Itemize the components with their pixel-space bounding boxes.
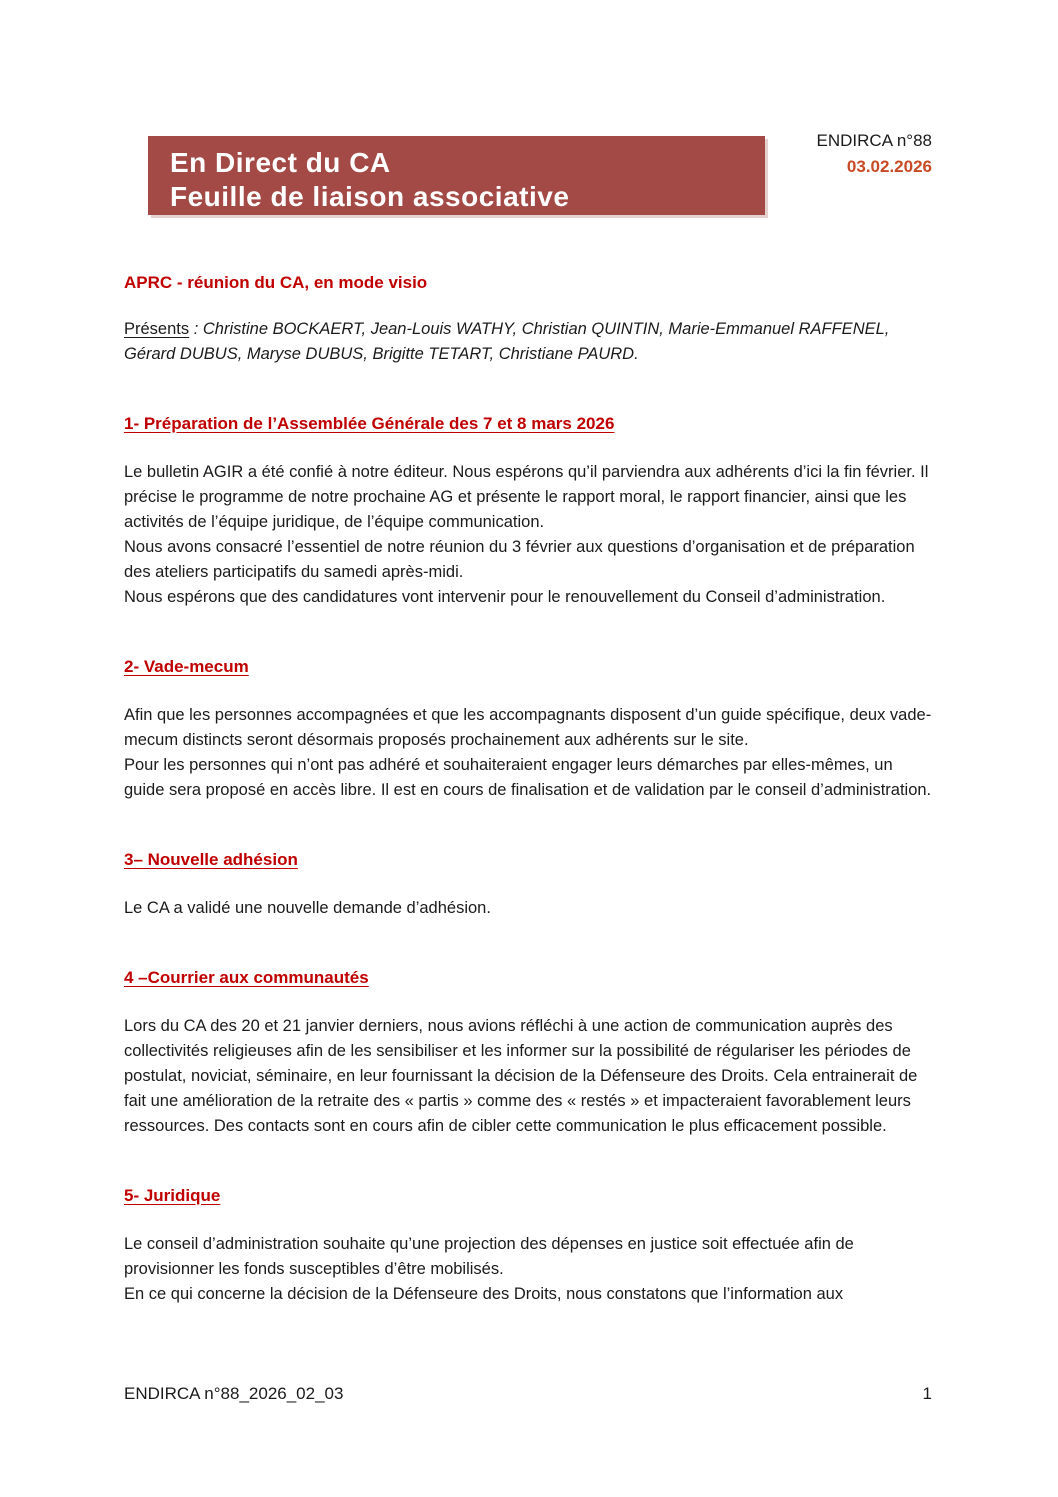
title-banner [148, 136, 765, 215]
banner-title-line1: En Direct du CA [170, 147, 391, 178]
section-1 [124, 414, 932, 610]
section-paragraph: Nous espérons que des candidatures vont intervenir pour le renouvellement du Conseil d’administration. [124, 588, 886, 606]
section-3-heading: 3– Nouvelle adhésion [124, 850, 298, 869]
document-header [124, 128, 932, 215]
header-issue-block [817, 128, 932, 180]
section-5-body [124, 1232, 932, 1307]
attendees-separator: : [189, 320, 203, 338]
banner-title-line2: Feuille de liaison associative [170, 181, 570, 212]
footer-reference: ENDIRCA n°88_2026_02_03 [124, 1384, 344, 1403]
section-2-body [124, 703, 932, 803]
section-1-body [124, 460, 932, 610]
issue-date: 03.02.2026 [846, 157, 932, 176]
attendees-names: Christine BOCKAERT, Jean-Louis WATHY, Christian QUINTIN, Marie-Emmanuel RAFFENEL, Gérard DUBUS, Maryse DUBUS, Brigitte TETART, Christiane PAURD. [124, 320, 890, 363]
section-paragraph: Nous avons consacré l’essentiel de notre réunion du 3 février aux questions d’organisation et de préparation des ateliers participatifs du samedi après-midi. [124, 538, 915, 581]
attendees-line [124, 317, 932, 367]
section-paragraph: Le conseil d’administration souhaite qu’une projection des dépenses en justice soit effectuée afin de provisionner les fonds susceptibles d’être mobilisés. [124, 1235, 854, 1278]
document-title: APRC - réunion du CA, en mode visio [124, 273, 428, 292]
section-2 [124, 657, 932, 803]
section-1-heading: 1- Préparation de l’Assemblée Générale des 7 et 8 mars 2026 [124, 414, 615, 433]
section-paragraph: Pour les personnes qui n’ont pas adhéré et souhaiteraient engager leurs démarches par elles-mêmes, un guide sera proposé en accès libre. Il est en cours de finalisation et de validation par le conseil d’administration. [124, 756, 932, 799]
section-paragraph: Lors du CA des 20 et 21 janvier derniers, nous avions réfléchi à une action de communication auprès des collectivités religieuses afin de les sensibiliser et les informer sur la possibilité de régulariser les périodes de postulat, noviciat, séminaire, en leur fournissant la décision de la Défenseure des Droits. Cela entrainerait de fait une amélioration de la retraite des « partis » comme des « restés » et impacteraient favorablement leurs ressources. Des contacts sont en cours afin de cibler cette communication le plus efficacement possible. [124, 1017, 918, 1135]
page-footer [124, 1384, 932, 1404]
section-5 [124, 1186, 932, 1307]
issue-number: ENDIRCA n°88 [816, 131, 932, 150]
section-paragraph: En ce qui concerne la décision de la Défenseure des Droits, nous constatons que l’information aux [124, 1285, 844, 1303]
section-2-heading: 2- Vade-mecum [124, 657, 249, 676]
attendees-label: Présents [124, 320, 190, 338]
section-5-heading: 5- Juridique [124, 1186, 221, 1205]
section-paragraph: Le CA a validé une nouvelle demande d’adhésion. [124, 899, 491, 917]
section-paragraph: Le bulletin AGIR a été confié à notre éditeur. Nous espérons qu’il parviendra aux adhérents d’ici la fin février. Il précise le programme de notre prochaine AG et présente le rapport moral, le rapport financier, ainsi que les activités de l’équipe juridique, de l’équipe communication. [124, 463, 929, 531]
section-4 [124, 968, 932, 1139]
section-3 [124, 850, 932, 921]
section-4-heading: 4 –Courrier aux communautés [124, 968, 369, 987]
section-3-body [124, 896, 932, 921]
section-4-body [124, 1014, 932, 1139]
section-paragraph: Afin que les personnes accompagnées et que les accompagnants disposent d’un guide spécifique, deux vade-mecum distincts seront désormais proposés prochainement aux adhérents sur le site. [124, 706, 932, 749]
page-number: 1 [922, 1384, 932, 1403]
